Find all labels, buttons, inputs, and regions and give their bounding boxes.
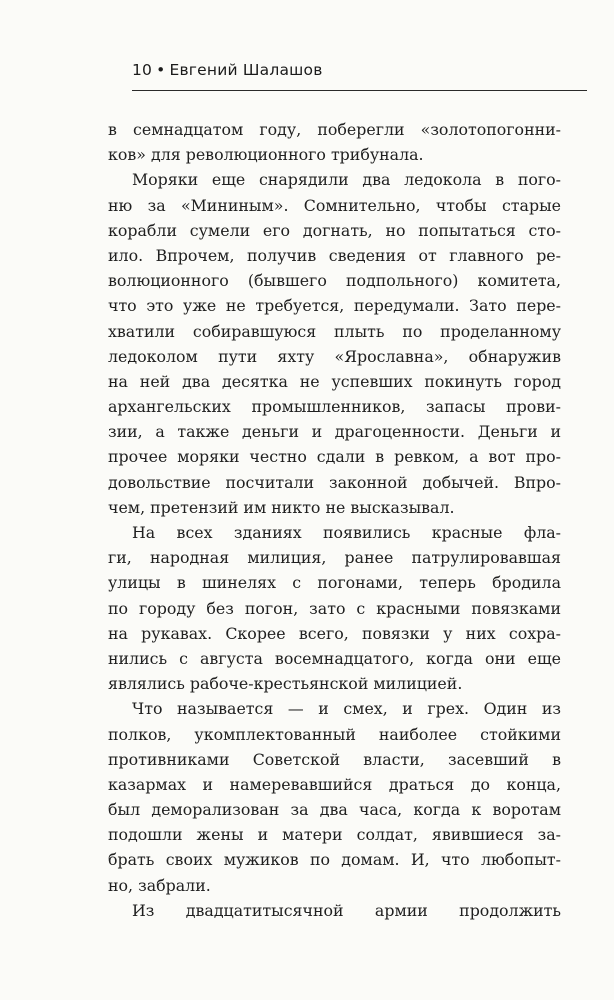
text-line: что это уже не требуется, передумали. Зато пере-: [108, 296, 561, 316]
text-line: но, забрали.: [108, 875, 211, 895]
header-rule: [132, 90, 587, 91]
text-line: брать своих мужиков по домам. И, что любопыт-: [108, 850, 561, 870]
body-text: [108, 117, 561, 923]
text-line: прочее моряки честно сдали в ревком, а вот про-: [108, 447, 561, 467]
text-line: чем, претензий им никто не высказывал.: [108, 497, 455, 517]
text-line: ги, народная милиция, ранее патрулировавшая: [108, 548, 561, 568]
text-line: Моряки еще снарядили два ледокола в пого-: [132, 170, 561, 190]
text-line: корабли сумели его догнать, но попытаться сто-: [108, 220, 561, 240]
text-line: архангельских промышленников, запасы прови-: [108, 397, 561, 417]
text-line: довольствие посчитали законной добычей. Впро-: [108, 472, 561, 492]
text-line: Что называется — и смех, и грех. Один из: [132, 699, 561, 719]
text-line: полков, укомплектованный наиболее стойкими: [108, 724, 561, 744]
text-line: в семнадцатом году, поберегли «золотопогонни-: [108, 120, 561, 139]
text-line: нились с августа восемнадцатого, когда они еще: [108, 648, 561, 668]
text-line: на ней два десятка не успевших покинуть город: [108, 371, 561, 391]
text-line: на рукавах. Скорее всего, повязки у них сохра-: [108, 623, 561, 643]
text-line: подошли жены и матери солдат, явившиеся за-: [108, 825, 561, 845]
text-line: ледоколом пути яхту «Ярославна», обнаружив: [108, 346, 561, 366]
page-number: 10: [132, 61, 153, 79]
text-line: зии, а также деньги и драгоценности. Деньги и: [108, 422, 561, 442]
header-separator: •: [156, 61, 166, 79]
text-line: ило. Впрочем, получив сведения от главного ре-: [108, 245, 561, 265]
text-line: хватили собиравшуюся плыть по проделанному: [108, 321, 561, 341]
text-line: улицы в шинелях с погонами, теперь бродила: [108, 573, 561, 593]
text-line: противниками Советской власти, засевший в: [108, 749, 561, 769]
text-line: был деморализован за два часа, когда к воротам: [108, 800, 561, 820]
text-line: казармах и намеревавшийся драться до конца,: [108, 774, 561, 794]
text-line: Из двадцатитысячной армии продолжить: [132, 900, 561, 920]
author-name: Евгений Шалашов: [169, 61, 323, 79]
text-line: ков» для революционного трибунала.: [108, 145, 424, 165]
text-line: На всех зданиях появились красные фла-: [132, 523, 561, 542]
text-line: по городу без погон, зато с красными повязками: [108, 598, 561, 618]
text-line: ню за «Мининым». Сомнительно, чтобы старые: [108, 195, 561, 215]
text-line: являлись рабоче-крестьянской милицией.: [108, 674, 463, 694]
text-line: волюционного (бывшего подпольного) комитета,: [108, 271, 561, 291]
running-header: [132, 61, 587, 87]
